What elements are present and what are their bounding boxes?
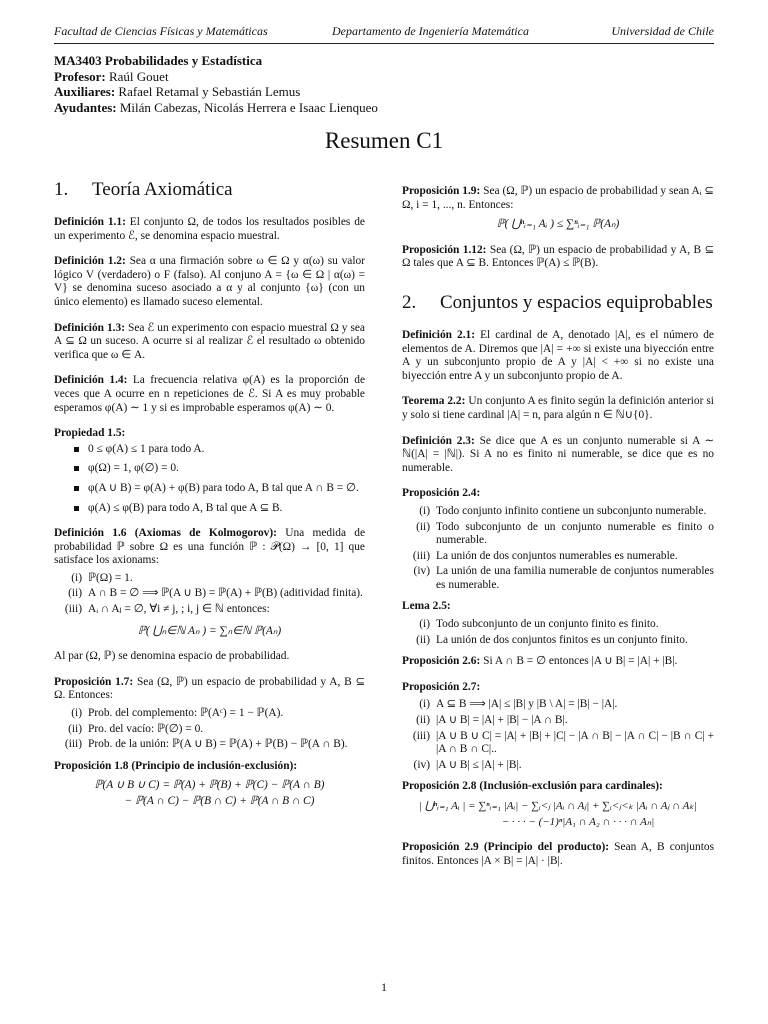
- bullet-list: [54, 443, 365, 515]
- list-marker: (iii): [64, 603, 82, 616]
- ayudantes-names: Milán Cabezas, Nicolás Herrera e Isaac Lienqueo: [119, 99, 378, 115]
- proposition-text: Sean A, B conjuntos finitos. Entonces |A × B| = |A| · |B|.: [402, 841, 714, 867]
- list-marker: (ii): [416, 714, 430, 727]
- enumerated-list: [402, 698, 714, 772]
- enumerated-list: [402, 505, 714, 593]
- list-item: [54, 738, 365, 752]
- list-marker: (ii): [68, 722, 82, 735]
- section-1-heading: [54, 178, 365, 202]
- profesor-name: Raúl Gouet: [108, 68, 169, 84]
- list-text: A ⊆ B ⟹ |A| ≤ |B| y |B \ A| = |B| − |A|.: [436, 698, 618, 711]
- list-item: [402, 698, 714, 712]
- equation: ℙ( ⋃ₙ∈ℕ Aₙ ) = ∑ₙ∈ℕ ℙ(Aₙ): [137, 624, 282, 637]
- course-info: [54, 53, 378, 115]
- proposition-text: Si A ∩ B = ∅ entonces |A ∪ B| = |A| + |B|.: [483, 655, 678, 668]
- theorem-2-2: [402, 395, 714, 422]
- definition-1-4: [54, 374, 365, 415]
- paragraph: Al par (Ω, ℙ) se denomina espacio de probabilidad.: [54, 650, 290, 663]
- proposition-label: Proposición 1.12:: [402, 243, 487, 256]
- list-item: φ(A) ≤ φ(B) para todo A, B tal que A ⊆ B.: [72, 502, 365, 516]
- header-department: Departamento de Ingeniería Matemática: [332, 24, 529, 38]
- section-2-heading: [402, 291, 714, 315]
- definition-text: El cardinal de A, denotado |A|, es el número de elementos de A. Diremos que |A| = +∞ si existe una biyección entre A y un subconjunto propio de A y |A| < +∞ si no existe una biyección entre A y un subconjunto propio de A.: [402, 328, 714, 382]
- equation: | ⋃ⁿᵢ₌₁ Aᵢ | = ∑ⁿᵢ₌₁ |Aᵢ| − ∑ᵢ<ⱼ |Aᵢ ∩ Aⱼ| + ∑ᵢ<ⱼ<ₖ |Aᵢ ∩ Aⱼ ∩ Aₖ|: [418, 800, 698, 812]
- proposition-2-7: [402, 681, 714, 773]
- proposition-label: Proposición 2.6:: [402, 655, 481, 668]
- list-marker: (iv): [413, 758, 430, 771]
- header-university: Universidad de Chile: [611, 24, 714, 38]
- list-text: ℙ(Ω) = 1.: [88, 571, 133, 584]
- proposition-label: Proposición 2.7:: [402, 680, 481, 693]
- list-item: [402, 550, 714, 564]
- definition-2-3: [402, 435, 714, 476]
- proposition-label: Proposición 2.8 (Inclusión-exclusión para cardinales):: [402, 780, 663, 793]
- list-text: |A ∪ B| ≤ |A| + |B|.: [436, 758, 522, 771]
- proposition-2-4: [402, 487, 714, 592]
- list-item: [54, 587, 365, 601]
- definition-1-3: [54, 322, 365, 363]
- definition-label: Definición 1.6 (Axiomas de Kolmogorov):: [54, 527, 277, 540]
- list-marker: (i): [419, 618, 430, 631]
- page-number: 1: [381, 980, 387, 994]
- list-text: Prob. de la unión: ℙ(A ∪ B) = ℙ(A) + ℙ(B) − ℙ(A ∩ B).: [88, 738, 348, 751]
- list-item: [402, 505, 714, 519]
- page-title: Resumen C1: [324, 128, 444, 153]
- proposition-text: Sea (Ω, ℙ) un espacio de probabilidad y A, B ⊆ Ω. Entonces:: [54, 675, 365, 702]
- definition-1-1: [54, 216, 365, 243]
- enumerated-list: [402, 618, 714, 647]
- running-header: [54, 24, 714, 42]
- proposition-label: Proposición 2.4:: [402, 487, 481, 500]
- definition-label: Definición 2.3:: [402, 434, 475, 447]
- equation: ℙ( ⋃ⁿᵢ₌₁ Aᵢ ) ≤ ∑ⁿᵢ₌₁ ℙ(Aₙ): [496, 218, 620, 231]
- proposition-label: Proposición 1.7:: [54, 675, 134, 688]
- equation: − ℙ(A ∩ C) − ℙ(B ∩ C) + ℙ(A ∩ B ∩ C): [124, 795, 315, 807]
- list-text: Todo subconjunto de un conjunto numerable es finito o numerable.: [436, 520, 714, 547]
- section-title: Conjuntos y espacios equiprobables: [440, 291, 713, 313]
- definition-text: Sea α una firmación sobre ω ∈ Ω y α(ω) su valor lógico V (verdadero) o F (falso). Al conjuno A = {ω ∈ Ω | α(ω) = V} se denomina suceso asociado a α y al conjunto {ω} (con un único elemento) es llamado suceso elemental.: [54, 255, 365, 308]
- list-item: [54, 572, 365, 586]
- list-item: [402, 565, 714, 592]
- proposition-label: Proposición 2.9 (Principio del producto):: [402, 841, 610, 854]
- theorem-label: Teorema 2.2:: [402, 395, 466, 408]
- list-item: [402, 759, 714, 773]
- section-number: 2.: [402, 291, 417, 313]
- proposition-text: Sea (Ω, ℙ) un espacio de probabilidad y A, B ⊆ Ω tales que A ⊆ B. Entonces ℙ(A) ≤ ℙ(B).: [402, 243, 714, 270]
- list-marker: (iv): [413, 565, 430, 578]
- list-item: [54, 723, 365, 737]
- list-item: 0 ≤ φ(A) ≤ 1 para todo A.: [72, 443, 365, 457]
- definition-text: Sea ℰ un experimento con espacio muestral Ω y sea A ⊆ Ω un suceso. A ocurre si al realizar ℰ el resultado ω obtenido verifica que ω ∈ A.: [54, 321, 365, 361]
- proposition-1-12: [402, 244, 714, 271]
- list-text: Todo subconjunto de un conjunto finito es finito.: [436, 618, 659, 631]
- proposition-label: Proposición 1.9:: [402, 185, 481, 197]
- list-marker: (i): [71, 707, 82, 720]
- list-text: Todo conjunto infinito contiene un subconjunto numerable.: [436, 504, 707, 517]
- list-item: [402, 618, 714, 632]
- definition-text: La frecuencia relativa φ(A) es la proporción de veces que A ocurre en n repeticiones de ℰ. Si A es muy probable esperamos φ(A) ∼ 1 y si es improbable esperamos φ(A) ∼ 0.: [54, 374, 365, 414]
- list-marker: (i): [419, 698, 430, 711]
- list-text: Aᵢ ∩ Aⱼ = ∅, ∀i ≠ j, ; i, j ∈ ℕ entonces:: [88, 603, 270, 616]
- proposition-2-8: [402, 780, 714, 829]
- ayudantes-label: Ayudantes:: [54, 99, 117, 115]
- list-text: Prob. del complemento: ℙ(Aᶜ) = 1 − ℙ(A).: [88, 707, 284, 720]
- list-marker: (i): [71, 571, 82, 584]
- list-item: [402, 730, 714, 757]
- equation: − · · · − (−1)ⁿ|A₁ ∩ A₂ ∩ · · · ∩ Aₙ|: [501, 815, 655, 828]
- list-item: [402, 714, 714, 728]
- definition-label: Definición 1.2:: [54, 255, 126, 268]
- list-item: [54, 603, 365, 617]
- auxiliares-label: Auxiliares:: [54, 84, 116, 99]
- property-label: Propiedad 1.5:: [54, 427, 126, 440]
- section-title: Teoría Axiomática: [92, 179, 233, 200]
- definition-label: Definición 2.1:: [402, 328, 476, 341]
- list-text: La unión de dos conjuntos finitos es un conjunto finito.: [436, 633, 688, 646]
- list-text: A ∩ B = ∅ ⟹ ℙ(A ∪ B) = ℙ(A) + ℙ(B) (aditividad finita).: [88, 587, 363, 600]
- list-text: La unión de dos conjuntos numerables es numerable.: [436, 549, 678, 562]
- proposition-1-7: [54, 676, 365, 752]
- list-marker: (i): [419, 504, 430, 517]
- auxiliares-names: Rafael Retamal y Sebastián Lemus: [118, 84, 301, 99]
- right-column: [402, 185, 714, 880]
- list-marker: (ii): [68, 587, 82, 600]
- list-marker: (iii): [412, 549, 430, 562]
- list-text: |A ∪ B ∪ C| = |A| + |B| + |C| − |A ∩ B| − |A ∩ C| − |B ∩ C| + |A ∩ B ∩ C|..: [436, 729, 714, 756]
- list-item: φ(A ∪ B) = φ(A) + φ(B) para todo A, B tal que A ∩ B = ∅.: [72, 482, 365, 496]
- definition-label: Definición 1.4:: [54, 374, 128, 387]
- list-item: φ(Ω) = 1, φ(∅) = 0.: [72, 462, 365, 476]
- header-rule: [54, 43, 714, 44]
- section-number: 1.: [54, 179, 69, 200]
- list-marker: (ii): [416, 633, 430, 646]
- list-marker: (iii): [412, 729, 430, 742]
- list-item: [402, 634, 714, 648]
- lemma-2-5: [402, 600, 714, 647]
- list-text: Pro. del vacío: ℙ(∅) = 0.: [88, 722, 204, 735]
- list-marker: (iii): [64, 738, 82, 751]
- definition-2-1: [402, 329, 714, 383]
- header-faculty: Facultad de Ciencias Físicas y Matemáticas: [54, 24, 268, 38]
- property-1-5: [54, 427, 365, 515]
- proposition-text: Sea (Ω, ℙ) un espacio de probabilidad y sean Aᵢ ⊆ Ω, i = 1, ..., n. Entonces:: [402, 185, 714, 211]
- enumerated-list: [54, 572, 365, 617]
- profesor-label: Profesor:: [54, 68, 106, 84]
- definition-text: Se dice que A es un conjunto numerable si A ∼ ℕ(|A| = |ℕ|). Si A no es finito ni numerable, se dice que es no numerable.: [402, 434, 714, 474]
- proposition-label: Proposición 1.8 (Principio de inclusión-exclusión):: [54, 759, 298, 772]
- proposition-2-9: [402, 841, 714, 868]
- definition-label: Definición 1.3:: [54, 321, 125, 334]
- list-text: |A ∪ B| = |A| + |B| − |A ∩ B|.: [436, 714, 568, 727]
- proposition-2-6: [402, 655, 714, 669]
- definition-text: Una medida de probabilidad ℙ sobre Ω es una función ℙ : 𝒫(Ω) → [0, 1] que satisface los axionams:: [54, 527, 366, 567]
- list-item: [54, 707, 365, 721]
- list-text: La unión de una familia numerable de conjuntos numerables es numerable.: [436, 565, 714, 591]
- proposition-1-8: [54, 760, 365, 809]
- course-name: MA3403 Probabilidades y Estadística: [54, 53, 263, 68]
- left-column: [54, 178, 365, 821]
- definition-1-2: [54, 255, 365, 309]
- lemma-label: Lema 2.5:: [402, 600, 451, 613]
- definition-1-6: [54, 527, 365, 664]
- equation: ℙ(A ∪ B ∪ C) = ℙ(A) + ℙ(B) + ℙ(C) − ℙ(A ∩ B): [94, 779, 325, 792]
- list-marker: (ii): [416, 520, 430, 533]
- theorem-text: Un conjunto A es finito según la definición anterior si y solo si tiene cardinal |A| = n, para algún n ∈ ℕ∪{0}.: [402, 395, 714, 421]
- list-item: [402, 521, 714, 548]
- proposition-1-9: [402, 185, 714, 232]
- definition-label: Definición 1.1:: [54, 216, 126, 228]
- definition-text: El conjunto Ω, de todos los resultados posibles de un experimento ℰ, se denomina espacio muestral.: [54, 216, 365, 242]
- enumerated-list: [54, 707, 365, 752]
